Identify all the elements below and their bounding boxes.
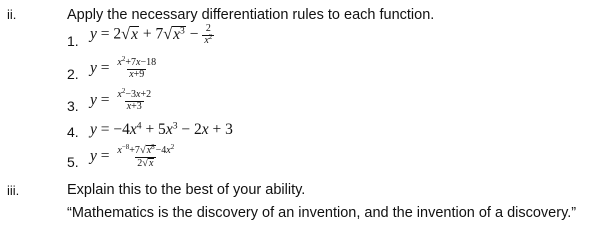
item-4-equation: $y = -4x^4 + 5x^3 - 2x + 3$: [90, 120, 233, 138]
section-ii-instruction: Apply the necessary differentiation rules to each function.: [67, 7, 435, 23]
section-iii-marker: iii.: [7, 183, 20, 198]
item-3-equation: y = $\frac{x^2-3x+2}{x+3}$: [90, 87, 152, 112]
item-2-equation: y = $\frac{x^2+7x-18}{x+9}$: [90, 55, 157, 80]
item-5-number: 5.: [67, 154, 79, 170]
item-2-number: 2.: [67, 66, 79, 82]
section-iii-quote: “Mathematics is the discovery of an invention, and the invention of a discovery.”: [67, 205, 577, 221]
item-1-equation: $y = 2√x + 7√x^3$ − $\frac{2}{x^2}$: [90, 23, 213, 46]
item-4-number: 4.: [67, 124, 79, 140]
item-5-equation: y = $\frac{x^{-8}+7√x^8-4x^2}{2√x}$: [90, 143, 175, 169]
section-ii-marker: ii.: [7, 7, 17, 22]
section-iii-instruction: Explain this to the best of your ability.: [67, 182, 306, 198]
item-1-number: 1.: [67, 33, 79, 49]
item-3-number: 3.: [67, 98, 79, 114]
